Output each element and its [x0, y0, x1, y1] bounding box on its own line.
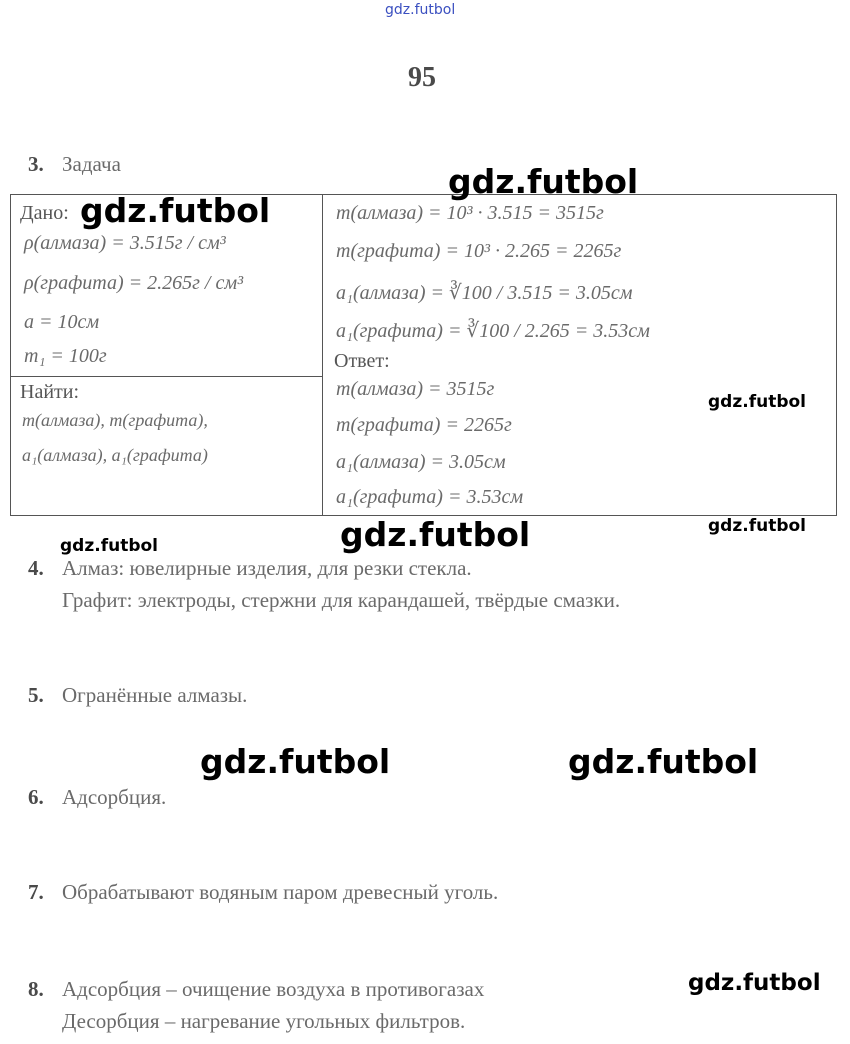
item-6-number: 6.	[28, 785, 44, 809]
find-label: Найти:	[20, 381, 80, 403]
watermark: gdz.futbol	[448, 162, 639, 201]
answer-line: a₁(алмаза) = 3.05см	[336, 451, 506, 473]
table-divider-vertical	[322, 194, 323, 516]
given-line: m₁ = 100г	[24, 345, 107, 367]
watermark: gdz.futbol	[80, 191, 271, 230]
solution-line: m(алмаза) = 10³ · 3.515 = 3515г	[336, 202, 604, 224]
watermark: gdz.futbol	[688, 970, 821, 996]
solution-line: a₁(графита) = ∛100 / 2.265 = 3.53см	[336, 320, 650, 342]
watermark-top: gdz.futbol	[385, 2, 456, 18]
watermark: gdz.futbol	[708, 392, 806, 412]
watermark: gdz.futbol	[200, 742, 391, 781]
given-line: a = 10см	[24, 311, 100, 333]
task-3-title: Задача	[62, 152, 121, 176]
item-4-number: 4.	[28, 556, 44, 580]
page-number: 95	[408, 62, 436, 93]
watermark: gdz.futbol	[60, 536, 158, 556]
item-4-line: Алмаз: ювелирные изделия, для резки стекла.	[62, 556, 472, 580]
find-line: m(алмаза), m(графита),	[22, 410, 208, 430]
solution-line: m(графита) = 10³ · 2.265 = 2265г	[336, 240, 622, 262]
watermark: gdz.futbol	[708, 516, 806, 536]
item-7-number: 7.	[28, 880, 44, 904]
given-label: Дано:	[20, 202, 69, 224]
answer-line: m(алмаза) = 3515г	[336, 378, 495, 400]
item-5-number: 5.	[28, 683, 44, 707]
item-8-number: 8.	[28, 977, 44, 1001]
solution-line: a₁(алмаза) = ∛100 / 3.515 = 3.05см	[336, 282, 633, 304]
watermark: gdz.futbol	[568, 742, 759, 781]
answer-label: Ответ:	[334, 350, 390, 372]
item-8-line: Десорбция – нагревание угольных фильтров.	[62, 1009, 466, 1033]
item-6-line: Адсорбция.	[62, 785, 167, 809]
item-4-line: Графит: электроды, стержни для карандашей, твёрдые смазки.	[62, 588, 621, 612]
given-line: ρ(графита) = 2.265г / см³	[24, 272, 244, 294]
item-8-line: Адсорбция – очищение воздуха в противогазах	[62, 977, 485, 1001]
item-7-line: Обрабатывают водяным паром древесный уголь.	[62, 880, 499, 904]
item-5-line: Огранённые алмазы.	[62, 683, 248, 707]
watermark: gdz.futbol	[340, 515, 531, 554]
answer-line: m(графита) = 2265г	[336, 414, 512, 436]
find-line: a₁(алмаза), a₁(графита)	[22, 445, 208, 465]
table-divider-horizontal	[10, 376, 323, 377]
given-line: ρ(алмаза) = 3.515г / см³	[24, 232, 226, 254]
task-3-number: 3.	[28, 152, 44, 176]
answer-line: a₁(графита) = 3.53см	[336, 486, 524, 508]
